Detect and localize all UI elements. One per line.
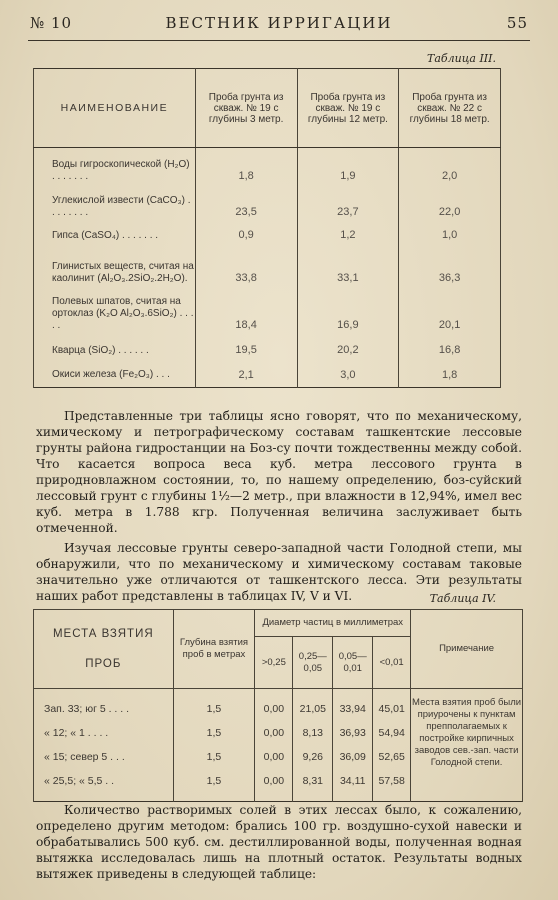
row-label: Кварца (SiO₂) . . . . . .	[34, 334, 196, 359]
paragraph: Изучая лессовые грунты северо-западной части Голодной степи, мы обнаружили, что по механическому и химическому составам таковые значительно уже отличаются от ташкентского лесса. Эти результаты наших работ представлены в таблицах IV, V и VI.	[36, 541, 522, 603]
issue-number: № 10	[30, 14, 73, 32]
cell-value: 1,2	[297, 221, 399, 244]
table-4	[33, 609, 523, 802]
depth-cell: 1,5	[173, 745, 255, 769]
row-label: Полевых шпатов, считая на ортоклаз (K₂O Al₂O₃.6SiO₂) . . . . .	[34, 287, 196, 334]
cell-value: 22,0	[399, 185, 501, 221]
table4-diam-col: >0,25	[255, 637, 293, 689]
cell-value: 33,8	[195, 244, 297, 287]
place-cell: « 25,5; « 5,5 . .	[34, 769, 174, 802]
place-cell: « 15; север 5 . . .	[34, 745, 174, 769]
table4-header-depth: Глубина взятия проб в метрах	[173, 610, 255, 689]
depth-cell: 1,5	[173, 721, 255, 745]
cell-value: 54,94	[373, 721, 411, 745]
table3-header-col1: Проба грунта из скваж. № 19 с глубины 3 метр.	[195, 69, 297, 148]
cell-value: 9,26	[293, 745, 333, 769]
row-label: Воды гигроскопической (H₂O) . . . . . . .	[34, 148, 196, 186]
cell-value: 0,00	[255, 689, 293, 722]
header-rule	[28, 40, 530, 41]
cell-value: 16,9	[297, 287, 399, 334]
cell-value: 0,00	[255, 721, 293, 745]
note-cell: Места взятия проб были приурочены к пунктам препполагаемых к постройке кирпичных заводов сев.-зап. части Голодной степи.	[411, 689, 523, 802]
row-label: Углекислой извести (CaCO₃) . . . . . . . .	[34, 185, 196, 221]
table-row	[34, 244, 501, 287]
cell-value: 21,05	[293, 689, 333, 722]
table4-diam-col: 0,25—0,05	[293, 637, 333, 689]
cell-value: 16,8	[399, 334, 501, 359]
paragraph: Количество растворимых солей в этих лессах было, к сожалению, определено другим методом: брались 100 гр. воздушно-сухой навески и обрабатывались 500 куб. см. дестиллированной воды, полученная водная вытяжка исследовалась лишь на плотный остаток. Результаты водных вытяжек приведены в следующей таблице:	[36, 803, 522, 881]
row-label: Глинистых веществ, считая на каолинит (Al₂O₃.2SiO₂.2H₂O).	[34, 244, 196, 287]
table-row	[34, 287, 501, 334]
journal-title: ВЕСТНИК ИРРИГАЦИИ	[165, 14, 393, 32]
table4-diam-col: <0,01	[373, 637, 411, 689]
table4-header-place: МЕСТА ВЗЯТИЯ ПРОБ	[34, 610, 174, 689]
row-label: Гипса (CaSO₄) . . . . . . .	[34, 221, 196, 244]
cell-value: 1,8	[399, 359, 501, 388]
cell-value: 52,65	[373, 745, 411, 769]
body-text-2	[36, 802, 522, 882]
cell-value: 0,00	[255, 745, 293, 769]
paragraph: Представленные три таблицы ясно говорят, что по механическому, химическому и петрографическому составам ташкентские лессовые грунты района гидростанции на Боз-су почти тождественны между собой. Что касается вопроса веса куб. метра лессового грунта в природновлажном состоянии, то, по нашему определению, боз-суйский лессовый грунт с глубины 1½—2 метр., при влажности в 12,94%, имел вес куб. метра в 1.788 кгр. Полученная величина заслуживает быть отмеченной.	[36, 409, 522, 535]
depth-cell: 1,5	[173, 769, 255, 802]
cell-value: 0,9	[195, 221, 297, 244]
cell-value: 33,94	[333, 689, 373, 722]
cell-value: 2,1	[195, 359, 297, 388]
table-3	[33, 68, 501, 388]
place-cell: Зап. 33; юг 5 . . . .	[34, 689, 174, 722]
table3-header-col2: Проба грунта из скваж. № 19 с глубины 12 метр.	[297, 69, 399, 148]
cell-value: 1,8	[195, 148, 297, 186]
table-row	[34, 185, 501, 221]
table-row	[34, 689, 523, 722]
cell-value: 18,4	[195, 287, 297, 334]
depth-cell: 1,5	[173, 689, 255, 722]
table3-caption: Таблица III.	[427, 52, 496, 65]
cell-value: 20,2	[297, 334, 399, 359]
running-header	[30, 14, 528, 38]
cell-value: 33,1	[297, 244, 399, 287]
table-row	[34, 148, 501, 186]
row-label: Окиси железа (Fe₂O₃) . . .	[34, 359, 196, 388]
cell-value: 0,00	[255, 769, 293, 802]
cell-value: 23,7	[297, 185, 399, 221]
place-cell: « 12; « 1 . . . .	[34, 721, 174, 745]
cell-value: 3,0	[297, 359, 399, 388]
table-row	[34, 359, 501, 388]
cell-value: 20,1	[399, 287, 501, 334]
cell-value: 8,31	[293, 769, 333, 802]
table4-header-note: Примечание	[411, 610, 523, 689]
cell-value: 36,3	[399, 244, 501, 287]
cell-value: 19,5	[195, 334, 297, 359]
cell-value: 36,09	[333, 745, 373, 769]
cell-value: 57,58	[373, 769, 411, 802]
cell-value: 8,13	[293, 721, 333, 745]
table3-header-name: НАИМЕНОВАНИЕ	[34, 69, 196, 148]
table4-diam-col: 0,05—0,01	[333, 637, 373, 689]
cell-value: 1,9	[297, 148, 399, 186]
cell-value: 36,93	[333, 721, 373, 745]
table-row	[34, 221, 501, 244]
table4-header-diameter: Диаметр частиц в миллиметрах	[255, 610, 411, 637]
cell-value: 2,0	[399, 148, 501, 186]
cell-value: 34,11	[333, 769, 373, 802]
page-number: 55	[506, 14, 528, 32]
cell-value: 45,01	[373, 689, 411, 722]
cell-value: 1,0	[399, 221, 501, 244]
table3-header-col3: Проба грунта из скваж. № 22 с глубины 18 метр.	[399, 69, 501, 148]
table4-caption: Таблица IV.	[429, 592, 496, 605]
table-row	[34, 334, 501, 359]
cell-value: 23,5	[195, 185, 297, 221]
body-text-1	[36, 408, 522, 604]
